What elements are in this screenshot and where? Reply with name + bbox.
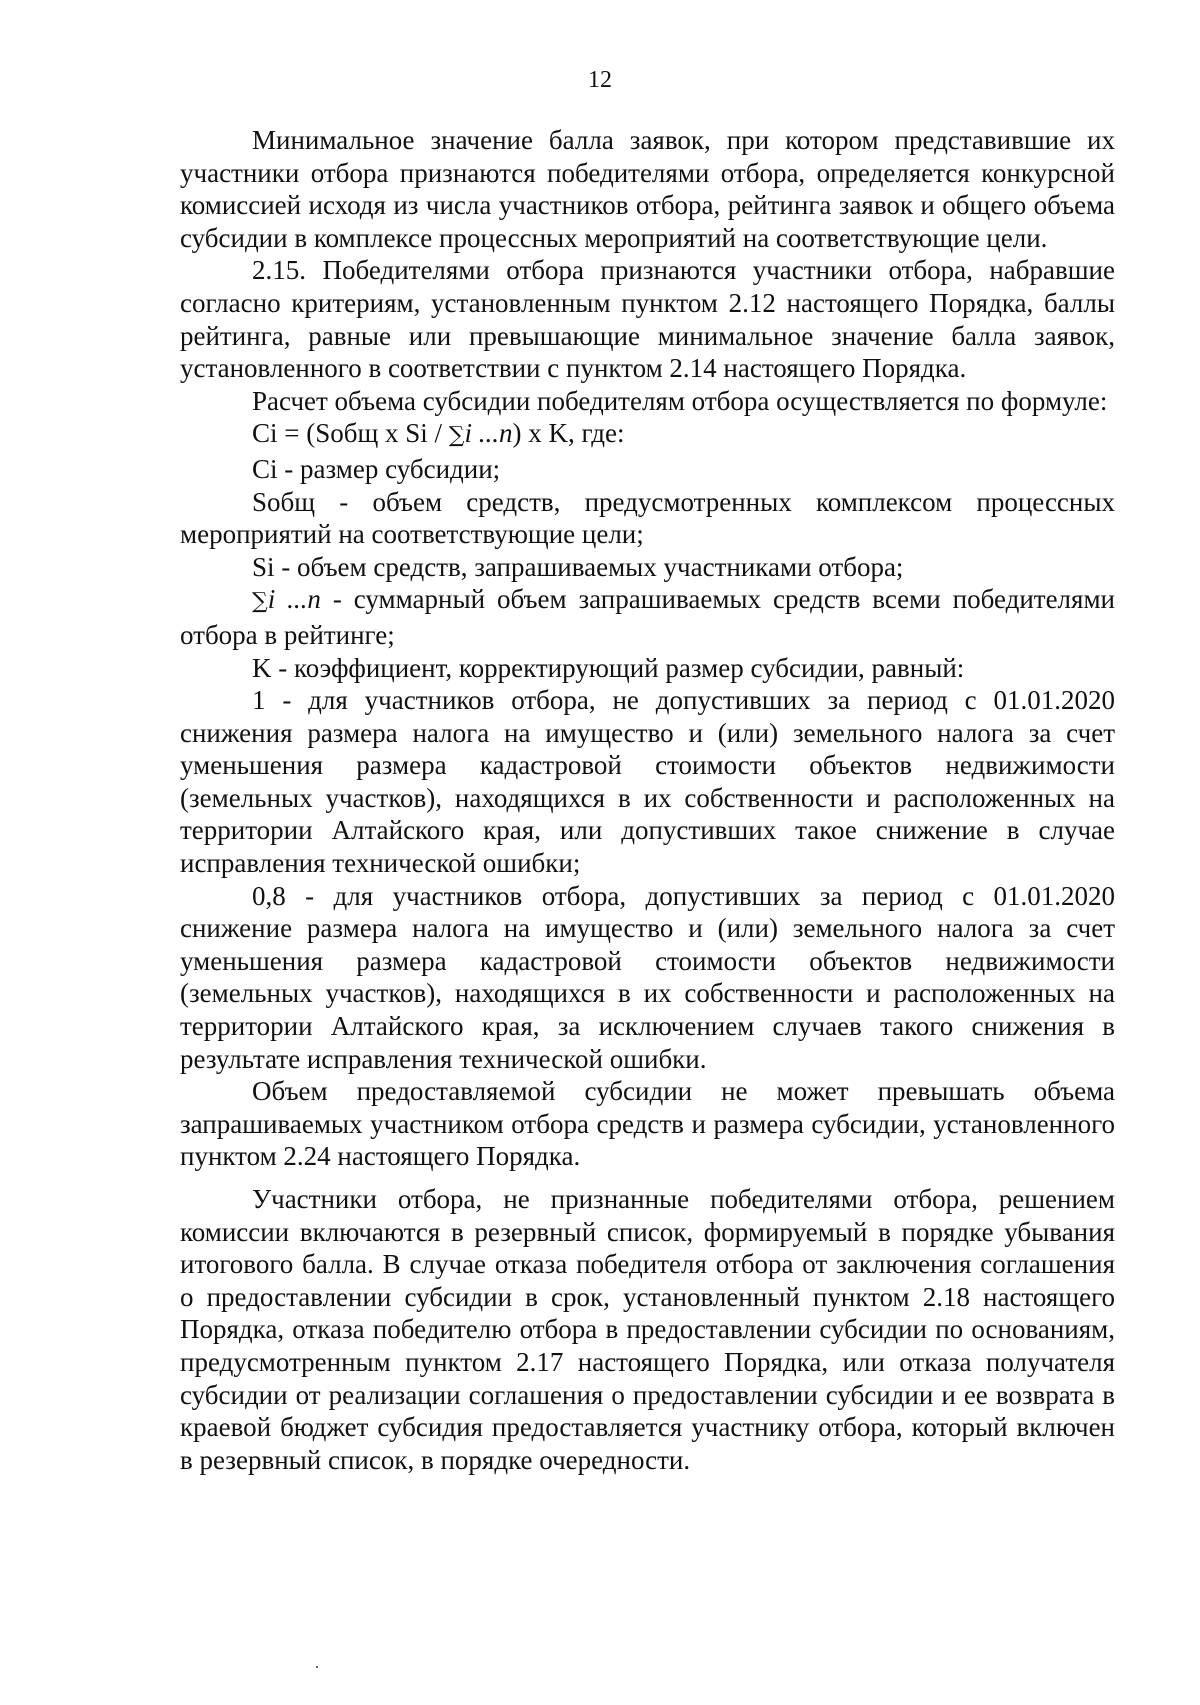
paragraph-minimum-score: Минимальное значение балла заявок, при котором представившие их участники отбора признаются победителями отбора, определяется конкурсной комиссией исходя из числа участников отбора, рейтинга заявок и общего объема субсидии в комплексе процессных мероприятий на соответствующие цели. bbox=[180, 125, 1115, 253]
formula-line bbox=[180, 417, 1115, 453]
sum-symbol: ∑ bbox=[448, 423, 465, 449]
scan-artifact bbox=[316, 1666, 318, 1668]
definition-sum bbox=[180, 583, 1115, 651]
definition-si: Si - объем средств, запрашиваемых участниками отбора; bbox=[252, 551, 904, 582]
formula-suffix: ) x K, где: bbox=[512, 418, 625, 449]
formula-range: i ...n bbox=[464, 418, 513, 449]
paragraph-calculation: Расчет объема субсидии победителям отбора осуществляется по формуле: bbox=[252, 385, 1108, 416]
page-number: 12 bbox=[588, 67, 612, 93]
sum-symbol: ∑ bbox=[252, 589, 268, 615]
definition-sobsch: Sобщ - объем средств, предусмотренных комплексом процессных мероприятий на соответствующие цели; bbox=[180, 486, 1115, 550]
sum-range: i ...n bbox=[267, 584, 321, 615]
document-body bbox=[180, 124, 1115, 1476]
coefficient-0-8: 0,8 - для участников отбора, допустивших за период с 01.01.2020 снижение размера налога на имущество и (или) земельного налога за счет уменьшения размера кадастровой стоимости объектов недвижимости (земельных участков), находящихся в их собственности и расположенных на территории Алтайского края, за исключением случаев такого снижения в результате исправления технической ошибки. bbox=[180, 880, 1115, 1074]
paragraph-subsidy-limit: Объем предоставляемой субсидии не может превышать объема запрашиваемых участником отбора средств и размера субсидии, установленного пунктом 2.24 настоящего Порядка. bbox=[180, 1076, 1115, 1172]
sum-definition-text: - суммарный объем запрашиваемых средств всеми победителями отбора в рейтинге; bbox=[180, 584, 1115, 650]
definition-ci: Ci - размер субсидии; bbox=[252, 453, 501, 484]
definition-k: K - коэффициент, корректирующий размер субсидии, равный: bbox=[252, 652, 965, 683]
paragraph-reserve-list: Участники отбора, не признанные победителями отбора, решением комиссии включаются в резервный список, формируемый в порядке убывания итогового балла. В случае отказа победителя отбора от заключения соглашения о предоставлении субсидии в срок, установленный пунктом 2.18 настоящего Порядка, отказа победителю отбора в предоставлении субсидии по основаниям, предусмотренным пунктом 2.17 настоящего Порядка, или отказа получателя субсидии от реализации соглашения о предоставлении субсидии и ее возврата в краевой бюджет субсидия предоставляется участнику отбора, который включен в резервный список, в порядке очередности. bbox=[180, 1184, 1115, 1475]
paragraph-2-15: 2.15. Победителями отбора признаются участники отбора, набравшие согласно критериям, установленным пунктом 2.12 настоящего Порядка, баллы рейтинга, равные или превышающие минимальное значение балла заявок, установленного в соответствии с пунктом 2.14 настоящего Порядка. bbox=[180, 255, 1115, 384]
formula-prefix: Ci = (Sобщ x Si / bbox=[252, 418, 449, 449]
coefficient-1: 1 - для участников отбора, не допустивших за период с 01.01.2020 снижения размера налога на имущество и (или) земельного налога за счет уменьшения размера кадастровой стоимости объектов недвижимости (земельных участков), находящихся в их собственности и расположенных на территории Алтайского края, или допустивших такое снижение в случае исправления технической ошибки; bbox=[180, 685, 1115, 879]
